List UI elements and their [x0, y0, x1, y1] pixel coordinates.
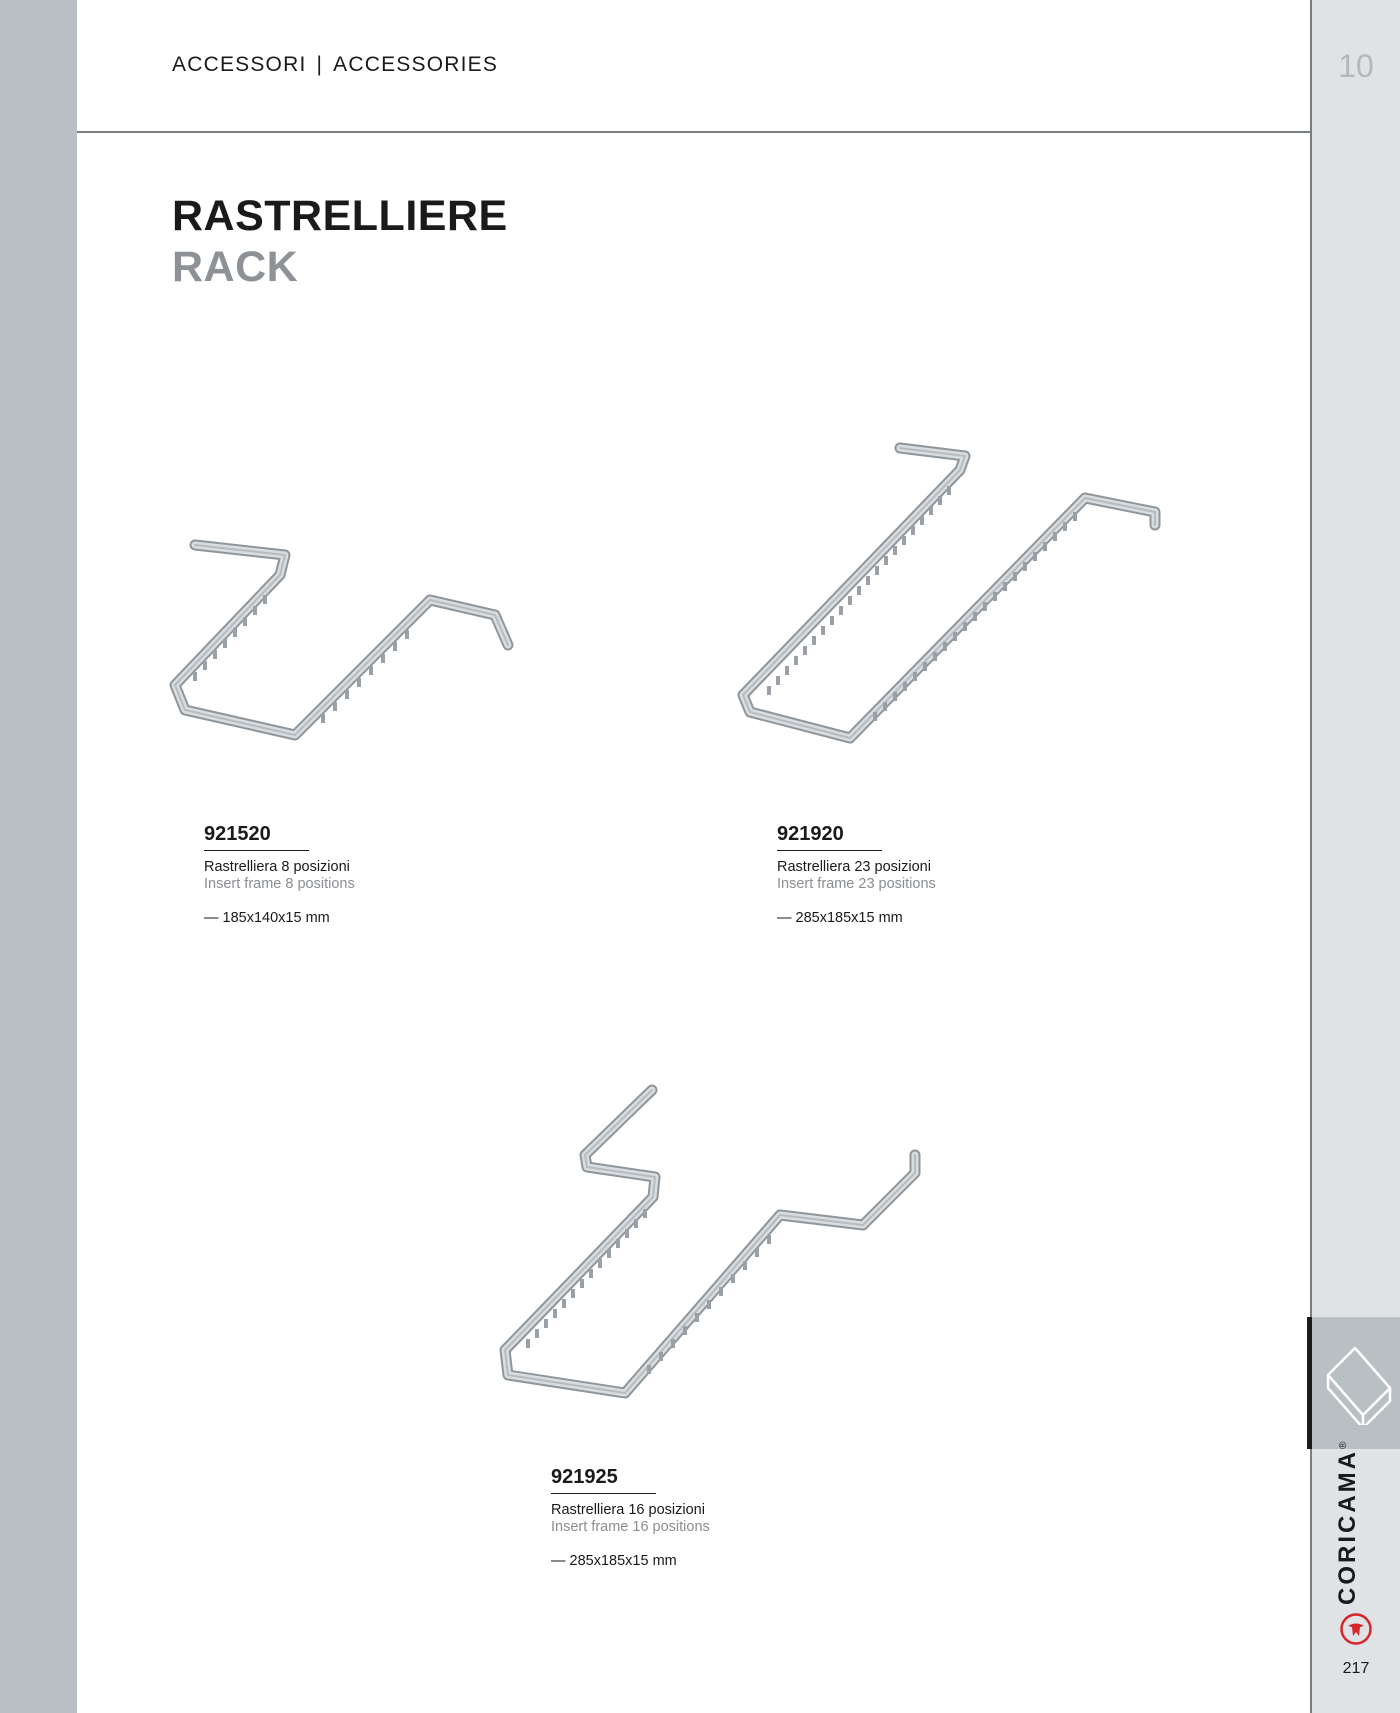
- product-code: 921520: [204, 823, 309, 851]
- rack-image-921925: [495, 1085, 925, 1405]
- brand-logo-icon: [1339, 1612, 1373, 1646]
- product-dimensions: — 285x185x15 mm: [777, 910, 903, 926]
- product-dimensions: — 285x185x15 mm: [551, 1553, 677, 1569]
- section-label-it: ACCESSORI: [172, 53, 307, 76]
- registered-mark: ®: [1338, 1441, 1349, 1449]
- header-divider: [77, 131, 1311, 133]
- product-dimensions: — 185x140x15 mm: [204, 910, 330, 926]
- left-margin-band: [0, 0, 77, 1713]
- product-description-en: Insert frame 8 positions: [204, 876, 355, 892]
- product-description-it: Rastrelliera 8 posizioni: [204, 859, 350, 875]
- product-code: 921925: [551, 1466, 656, 1494]
- product-card-921920: [777, 823, 936, 926]
- brand-wordmark: [1334, 1442, 1362, 1605]
- product-description-en: Insert frame 16 positions: [551, 1519, 710, 1535]
- product-card-921925: [551, 1466, 710, 1569]
- product-description-it: Rastrelliera 23 posizioni: [777, 859, 931, 875]
- page-title-it: RASTRELLIERE: [172, 192, 508, 240]
- section-label-en: ACCESSORIES: [333, 53, 499, 76]
- rack-image-921520: [165, 535, 525, 750]
- sidebar-divider: [1310, 0, 1312, 1713]
- product-code: 921920: [777, 823, 882, 851]
- rack-image-921920: [735, 440, 1165, 750]
- box-icon: [1320, 1340, 1400, 1425]
- section-separator: |: [316, 53, 324, 76]
- chapter-number: 10: [1338, 48, 1374, 84]
- section-header: [172, 53, 498, 77]
- page-number: 217: [1342, 1660, 1370, 1677]
- category-tab-accent: [1307, 1317, 1312, 1449]
- brand-name: CORICAMA: [1334, 1449, 1361, 1605]
- product-description-it: Rastrelliera 16 posizioni: [551, 1502, 705, 1518]
- page-title-en: RACK: [172, 243, 299, 291]
- product-card-921520: [204, 823, 355, 926]
- product-description-en: Insert frame 23 positions: [777, 876, 936, 892]
